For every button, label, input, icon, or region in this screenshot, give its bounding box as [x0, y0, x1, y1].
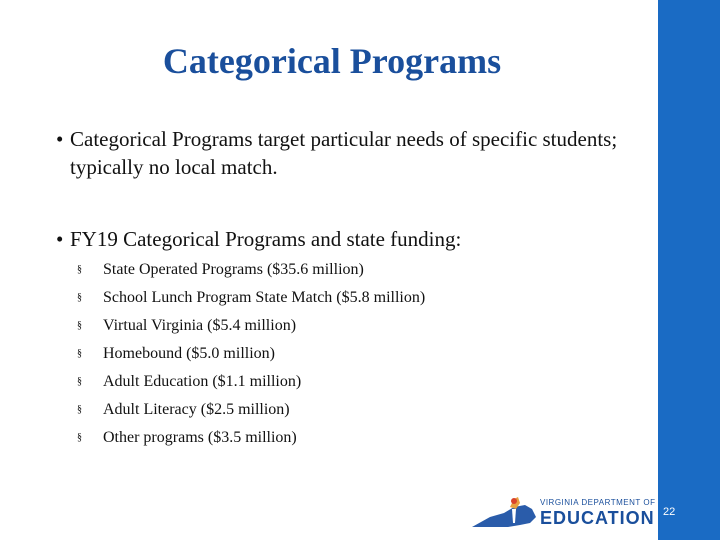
sub-list-item [77, 340, 275, 368]
sub-item-text: Adult Education ($1.1 million) [103, 373, 302, 390]
sub-list-item [77, 284, 426, 312]
logo-text-top: VIRGINIA DEPARTMENT OF [540, 498, 656, 507]
page-number: 22 [663, 506, 676, 518]
sub-item-text: Adult Literacy ($2.5 million) [103, 401, 290, 418]
square-bullet-icon: § [77, 432, 82, 443]
bullet-icon: • [56, 227, 64, 251]
logo-text-main: EDUCATION [540, 508, 655, 528]
slide-title: Categorical Programs [162, 41, 502, 81]
square-bullet-icon: § [77, 404, 82, 415]
sub-list-item [77, 312, 297, 340]
side-accent-bar [658, 0, 720, 540]
bullet-icon: • [56, 127, 64, 151]
sub-item-text: State Operated Programs ($35.6 million) [103, 261, 364, 278]
sub-list-item [77, 368, 302, 396]
square-bullet-icon: § [77, 292, 82, 303]
sub-item-text: Virtual Virginia ($5.4 million) [103, 317, 297, 334]
square-bullet-icon: § [77, 348, 82, 359]
sub-list-item [77, 256, 364, 284]
sub-list-item [77, 396, 290, 424]
vdoe-logo [470, 495, 660, 530]
sub-item-text: School Lunch Program State Match ($5.8 million) [103, 289, 426, 306]
sub-item-text: Other programs ($3.5 million) [103, 429, 297, 446]
sub-list-item [77, 424, 297, 452]
bullet-item [56, 225, 670, 253]
sub-item-text: Homebound ($5.0 million) [103, 345, 275, 362]
square-bullet-icon: § [77, 320, 82, 331]
bullet-text: FY19 Categorical Programs and state funding: [70, 227, 462, 251]
bullet-item [56, 125, 670, 181]
square-bullet-icon: § [77, 376, 82, 387]
virginia-map-icon [470, 495, 540, 530]
square-bullet-icon: § [77, 264, 82, 275]
bullet-text: Categorical Programs target particular needs of specific students; typically no local match. [70, 127, 618, 179]
